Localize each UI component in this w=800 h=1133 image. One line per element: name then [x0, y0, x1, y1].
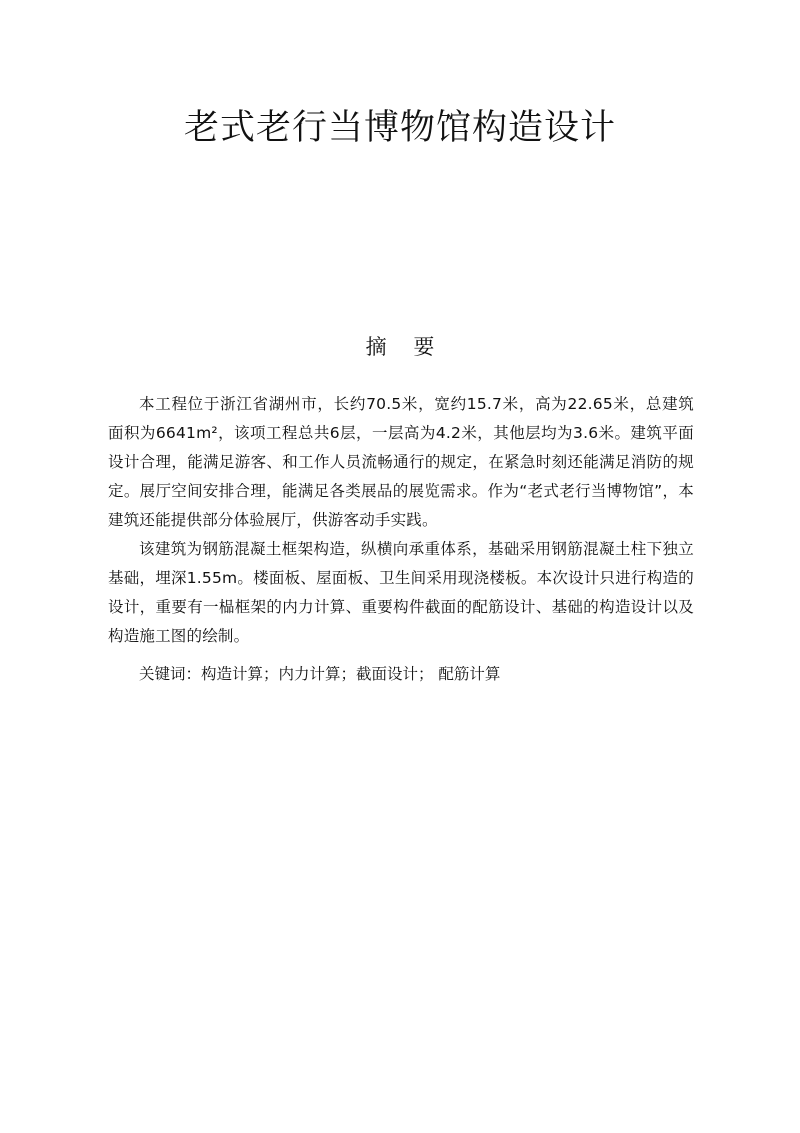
abstract-paragraph-1: 本工程位于浙江省湖州市，长约70.5米，宽约15.7米，高为22.65米，总建筑面积为6641m²，该项工程总共6层，一层高为4.2米，其他层均为3.6米。建筑平面设计合理，能满足游客、和工作人员流畅通行的规定，在紧急时刻还能满足消防的规定。展厅空间安排合理，能满足各类展品的展览需求。作为“老式老行当博物馆”，本建筑还能提供部分体验展厅，供游客动手实践。	[108, 395, 694, 529]
abstract-body	[108, 390, 694, 651]
abstract-heading: 摘 要	[365, 335, 445, 359]
keywords-line: 关键词：构造计算；内力计算；截面设计； 配筋计算	[139, 665, 501, 683]
abstract-paragraph-2: 该建筑为钢筋混凝土框架构造，纵横向承重体系，基础采用钢筋混凝土柱下独立基础，埋深1.55m。楼面板、屋面板、卫生间采用现浇楼板。本次设计只进行构造的设计，重要有一榀框架的内力计算、重要构件截面的配筋设计、基础的构造设计以及构造施工图的绘制。	[108, 540, 694, 645]
document-title: 老式老行当博物馆构造设计	[183, 108, 616, 148]
